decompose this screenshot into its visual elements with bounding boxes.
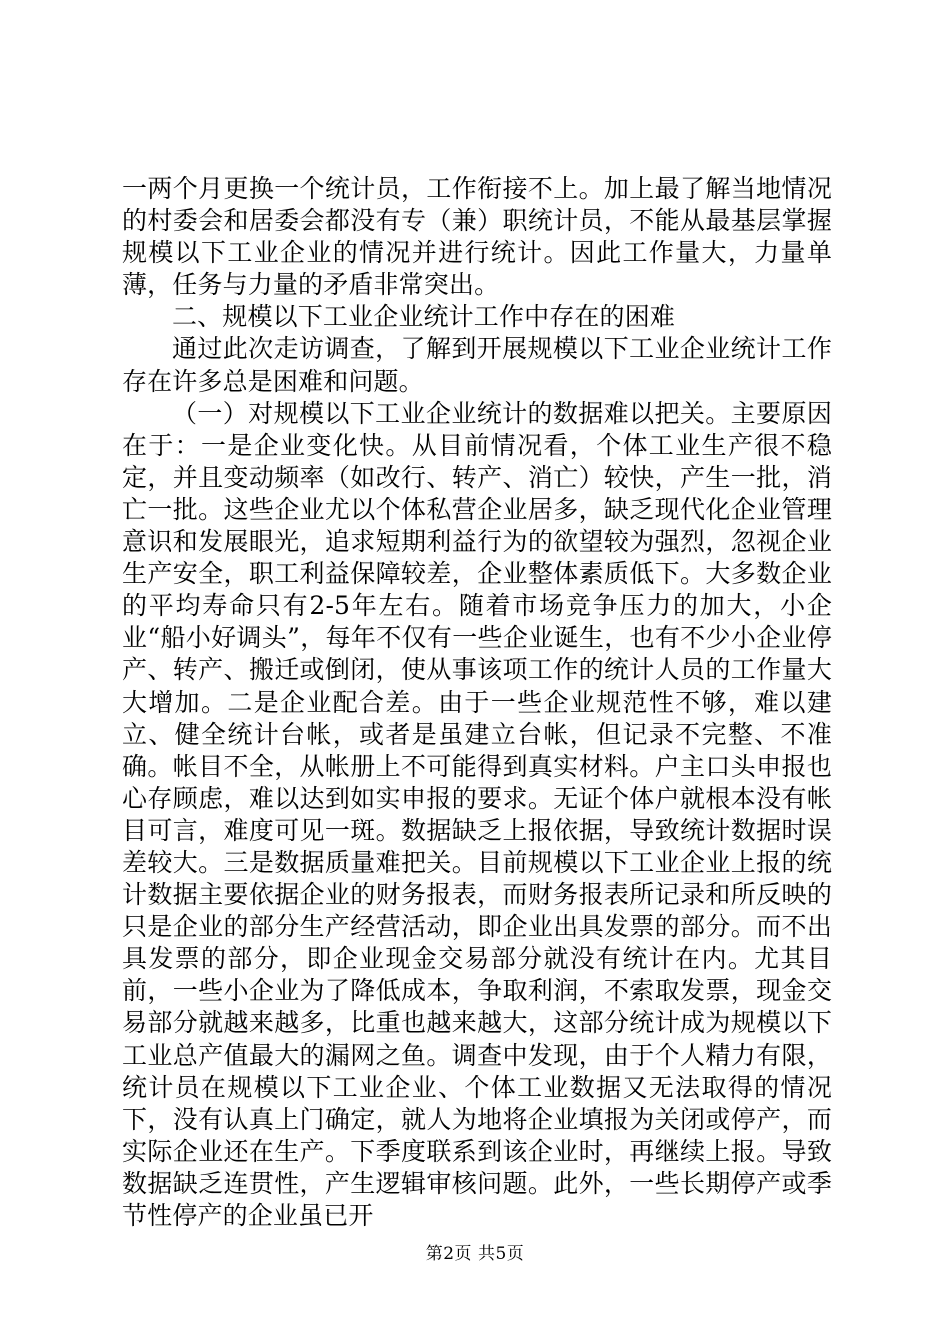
body-paragraph-continued: 一两个月更换一个统计员，工作衔接不上。加上最了解当地情况的村委会和居委会都没有专（兼）职统计员，不能从最基层掌握规模以下工业企业的情况并进行统计。因此工作量大，力量单薄，任务与力量的矛盾非常突出。	[122, 174, 832, 300]
body-paragraph-data-quality: （一）对规模以下工业企业统计的数据难以把关。主要原因在于：一是企业变化快。从目前情况看，个体工业生产很不稳定，并且变动频率（如改行、转产、消亡）较快，产生一批，消亡一批。这些企业尤以个体私营企业居多，缺乏现代化企业管理意识和发展眼光，追求短期利益行为的欲望较为强烈，忽视企业生产安全，职工利益保障较差，企业整体素质低下。大多数企业的平均寿命只有2-5年左右。随着市场竞争压力的加大，小企业“船小好调头”，每年不仅有一些企业诞生，也有不少小企业停产、转产、搬迁或倒闭，使从事该项工作的统计人员的工作量大大增加。二是企业配合差。由于一些企业规范性不够，难以建立、健全统计台帐，或者是虽建立台帐，但记录不完整、不准确。帐目不全，从帐册上不可能得到真实材料。户主口头申报也心存顾虑，难以达到如实申报的要求。无证个体户就根本没有帐目可言，难度可见一斑。数据缺乏上报依据，导致统计数据时误差较大。三是数据质量难把关。目前规模以下工业企业上报的统计数据主要依据企业的财务报表，而财务报表所记录和所反映的只是企业的部分生产经营活动，即企业出具发票的部分。而不出具发票的部分，即企业现金交易部分就没有统计在内。尤其目前，一些小企业为了降低成本，争取利润，不索取发票，现金交易部分就越来越多，比重也越来越大，这部分统计成为规模以下工业总产值最大的漏网之鱼。调查中发现，由于个人精力有限，统计员在规模以下工业企业、个体工业数据又无法取得的情况下，没有认真上门确定，就人为地将企业填报为关闭或停产，而实际企业还在生产。下季度联系到该企业时，再继续上报。导致数据缺乏连贯性，产生逻辑审核问题。此外，一些长期停产或季节性停产的企业虽已开	[122, 398, 832, 1230]
section-heading: 二、规模以下工业企业统计工作中存在的困难	[172, 302, 676, 332]
page-number-footer: 第2页 共5页	[425, 1244, 525, 1264]
body-paragraph-intro: 通过此次走访调查，了解到开展规模以下工业企业统计工作存在许多总是困难和问题。	[122, 334, 832, 396]
document-body	[122, 173, 832, 1232]
